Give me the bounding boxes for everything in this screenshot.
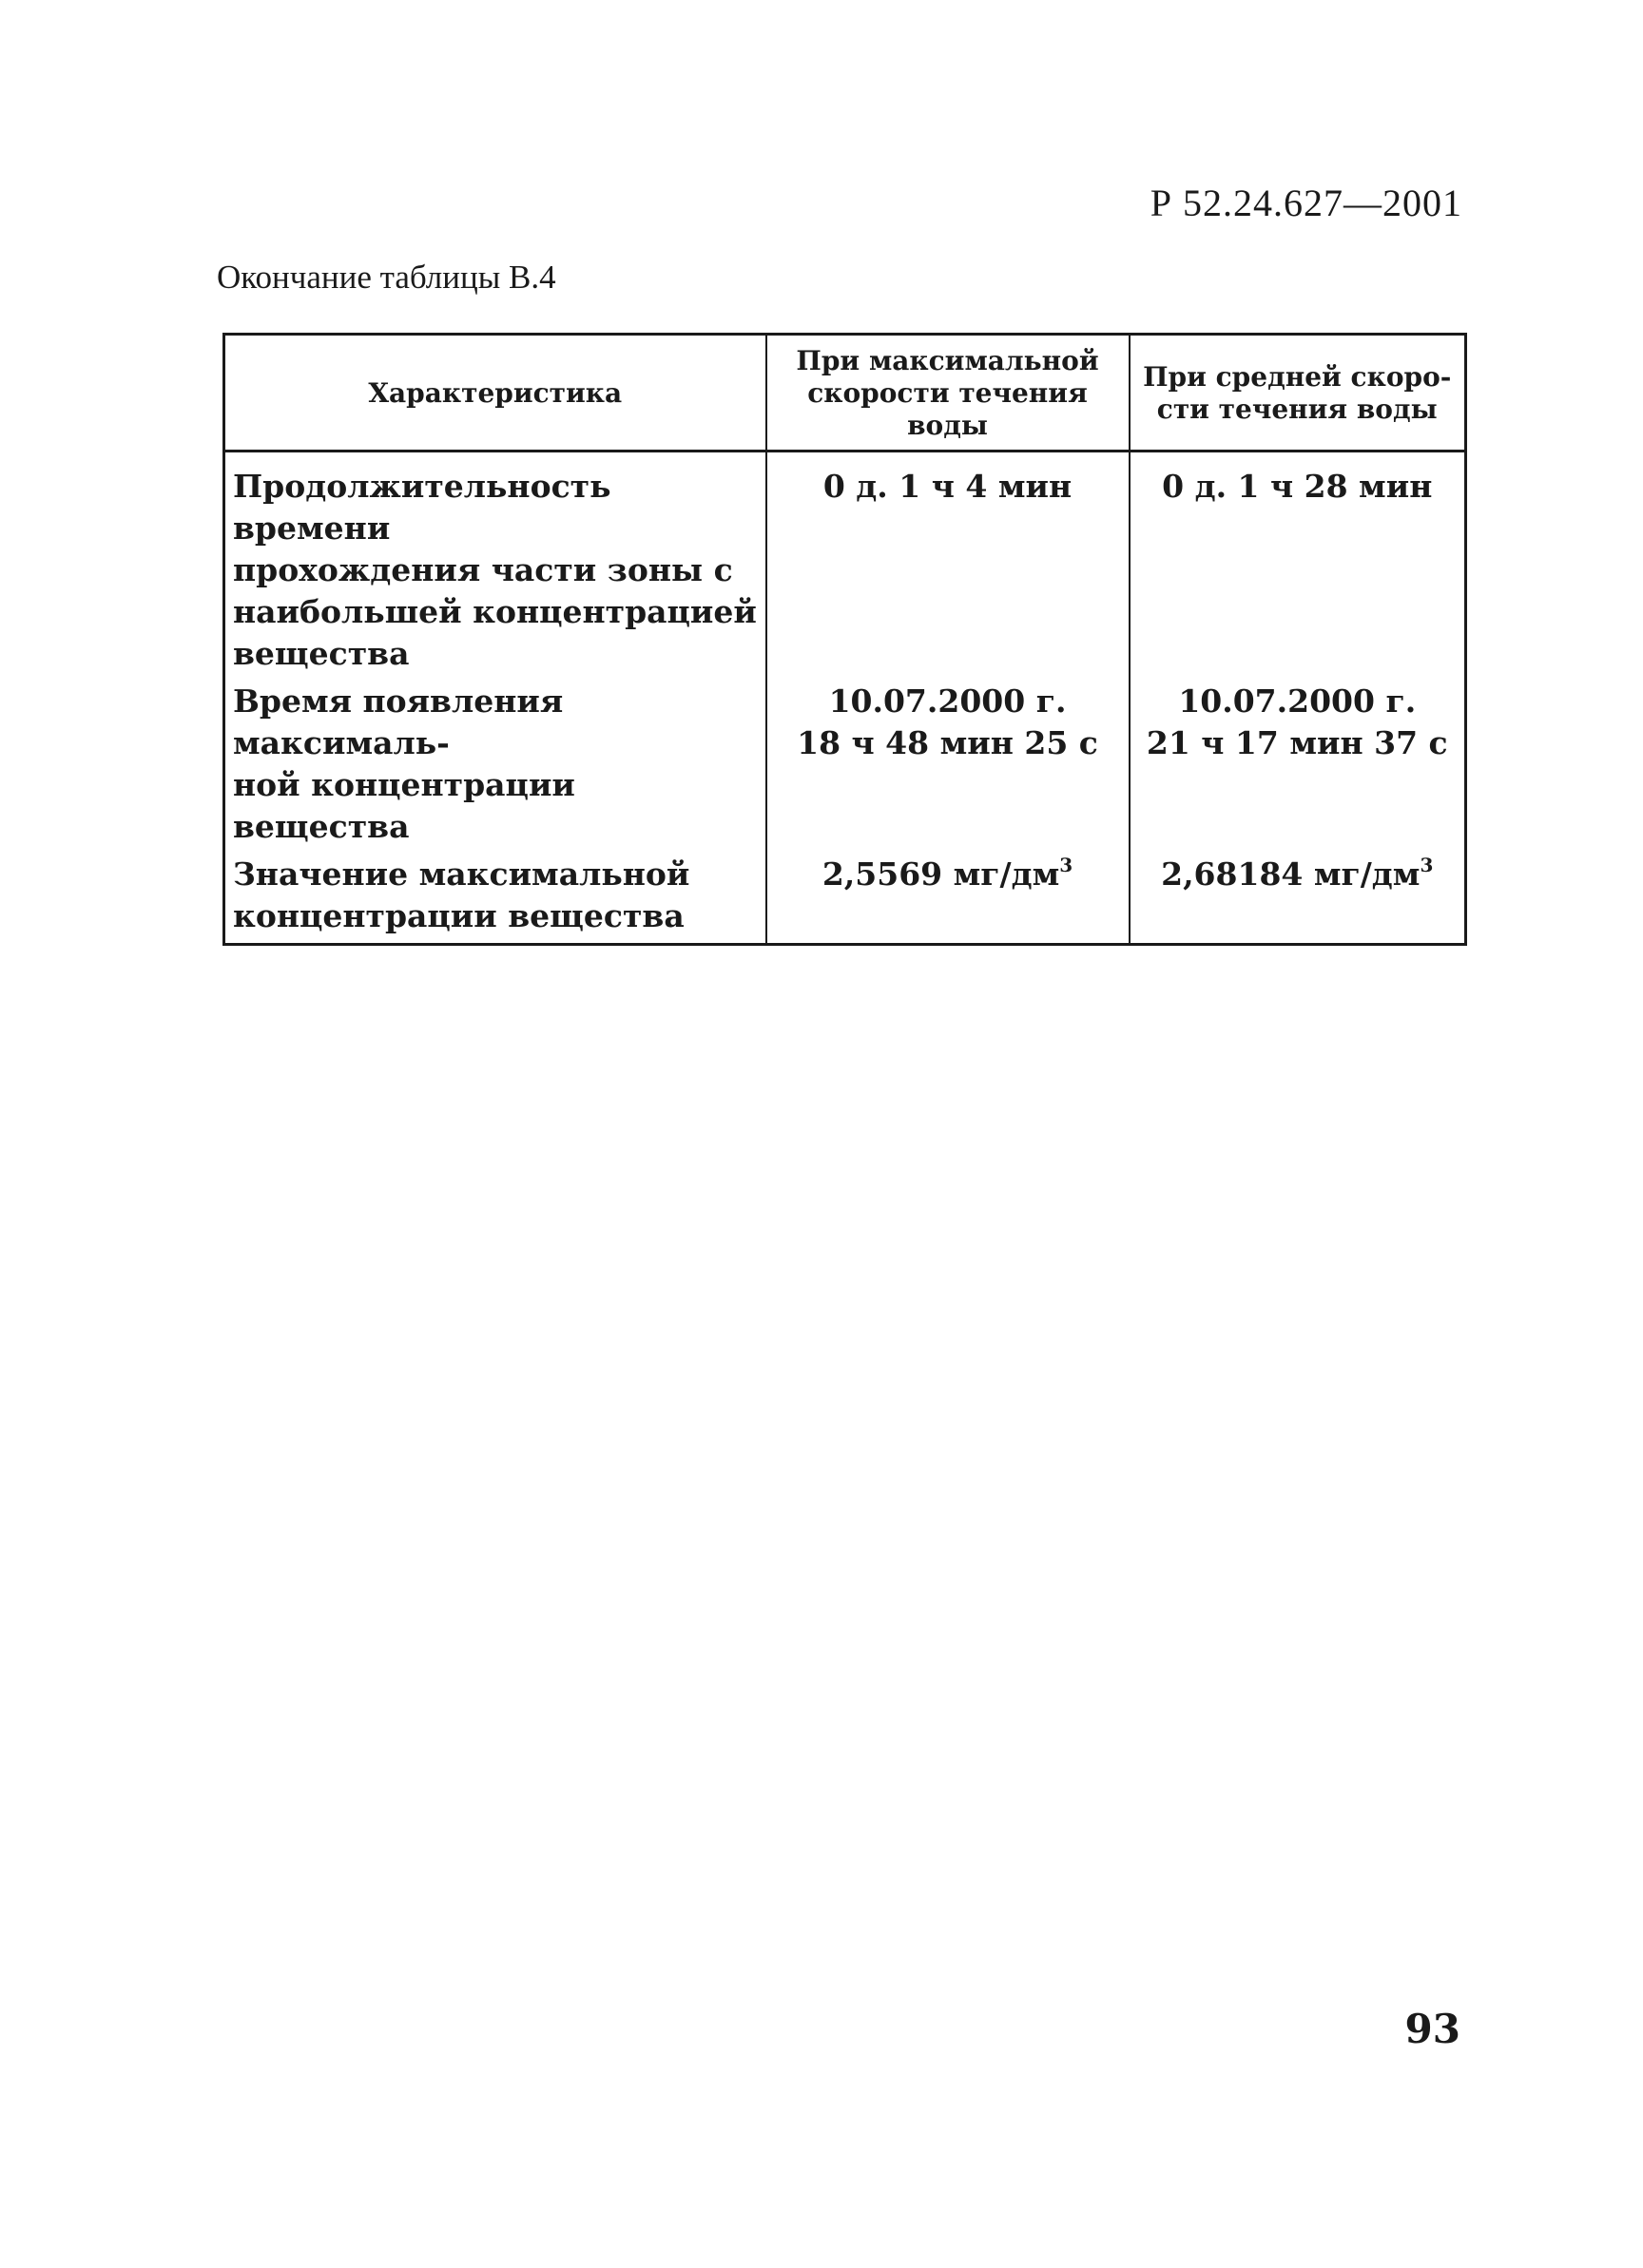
row-label-line: Значение максимальной (233, 855, 690, 893)
table-row-duration (224, 452, 1466, 682)
table-caption: Окончание таблицы В.4 (217, 259, 556, 296)
unit-exponent: 3 (1059, 854, 1073, 876)
cell-value: 18 ч 48 мин 25 с (797, 724, 1098, 761)
table-row-appearance-time (224, 681, 1466, 854)
row-label (224, 452, 766, 682)
document-code: Р 52.24.627—2001 (1150, 182, 1462, 224)
cell-max-speed (766, 854, 1130, 945)
cell-value: 0 д. 1 ч 4 мин (822, 468, 1073, 505)
header-characteristic: Характеристика (224, 335, 766, 452)
row-label-line: прохождения части зоны с (233, 551, 733, 588)
cell-avg-speed (1130, 681, 1466, 854)
header-avg-speed (1130, 335, 1466, 452)
row-label-line: вещества (233, 635, 410, 672)
header-max-speed-line2: скорости течения воды (807, 377, 1088, 441)
cell-value: 2,5569 мг/дм (822, 855, 1060, 893)
row-label-line: наибольшей концентрацией (233, 593, 757, 630)
cell-max-speed (766, 681, 1130, 854)
header-max-speed (766, 335, 1130, 452)
table-row-max-concentration (224, 854, 1466, 945)
page-number: 93 (1404, 2006, 1460, 2052)
cell-value: 10.07.2000 г. (1178, 682, 1417, 720)
table-header-row (224, 335, 1466, 452)
row-label-line: Время появления максималь- (233, 682, 564, 761)
cell-max-speed (766, 452, 1130, 682)
row-label-line: ной концентрации вещества (233, 766, 575, 845)
data-table (222, 333, 1467, 946)
cell-value: 2,68184 мг/дм (1161, 855, 1421, 893)
cell-value: 10.07.2000 г. (828, 682, 1067, 720)
row-label-line: концентрации вещества (233, 897, 685, 934)
row-label (224, 681, 766, 854)
cell-avg-speed (1130, 452, 1466, 682)
data-table-container (222, 333, 1464, 946)
unit-exponent: 3 (1420, 854, 1434, 876)
cell-value: 21 ч 17 мин 37 с (1146, 724, 1448, 761)
header-avg-speed-line2: сти течения воды (1156, 394, 1438, 425)
row-label-line: Продолжительность времени (233, 468, 611, 547)
cell-value: 0 д. 1 ч 28 мин (1162, 468, 1433, 505)
cell-avg-speed (1130, 854, 1466, 945)
header-avg-speed-line1: При средней скоро- (1143, 361, 1452, 393)
row-label (224, 854, 766, 945)
header-max-speed-line1: При максимальной (796, 345, 1099, 376)
